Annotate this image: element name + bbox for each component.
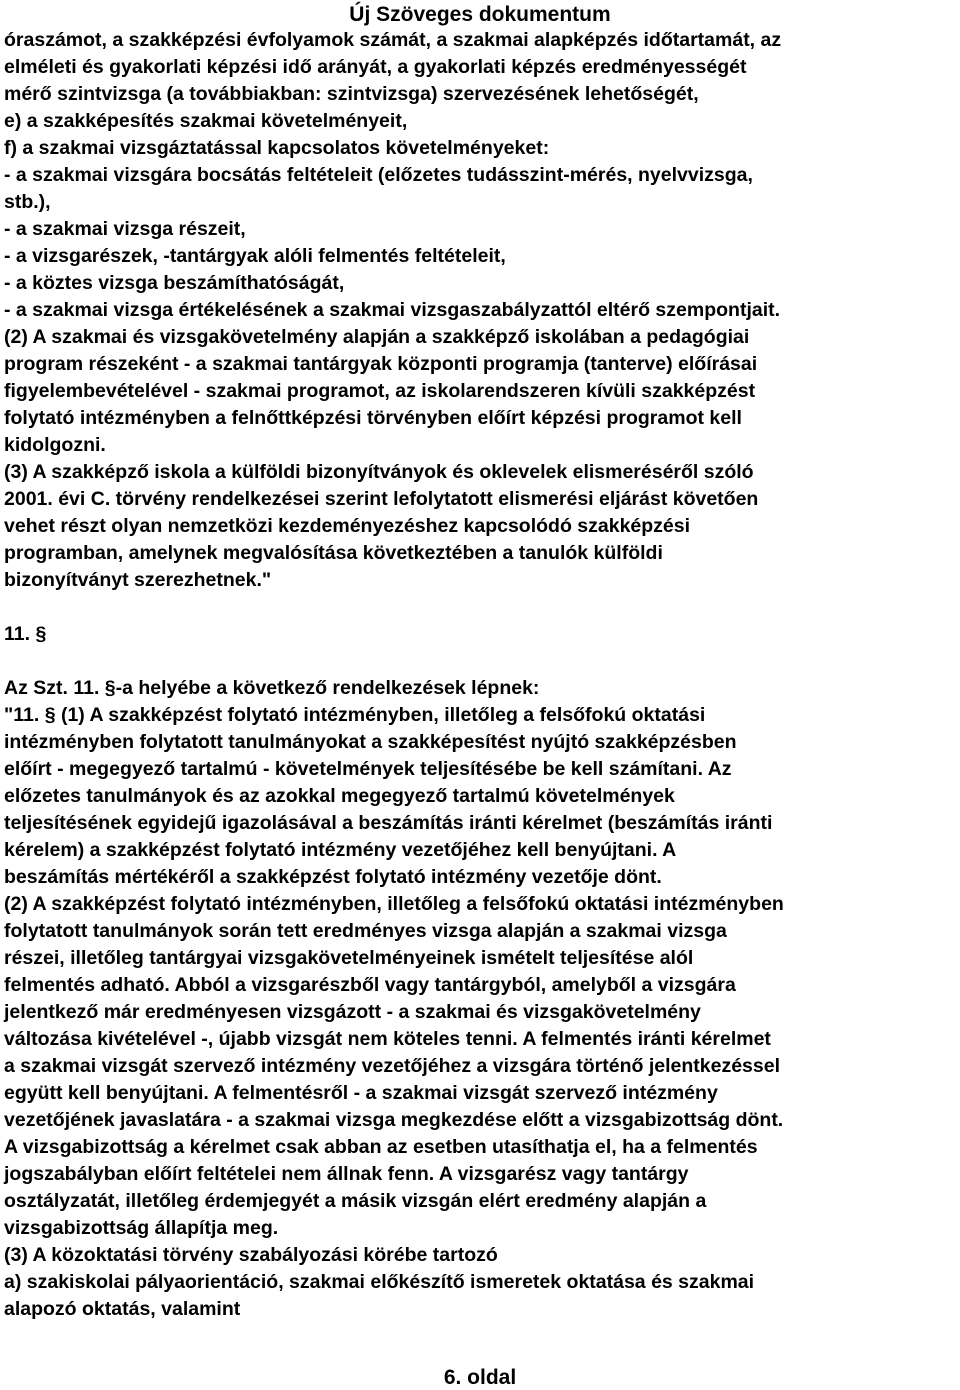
text-line: vezetőjének javaslatára - a szakmai vizsga megkezdése előtt a vizsgabizottság dönt. (4, 1109, 784, 1131)
text-line: e) a szakképesítés szakmai követelményeit, (4, 110, 408, 132)
text-line: részei, illetőleg tantárgyai vizsgakövetelményeinek ismételt teljesítése alól (4, 947, 694, 969)
text-line: Az Szt. 11. §-a helyébe a következő rendelkezések lépnek: (4, 677, 540, 699)
text-line: folytatott tanulmányok során tett eredményes vizsga alapján a szakmai vizsga (4, 920, 727, 942)
text-line: stb.), (4, 191, 51, 213)
text-line: alapozó oktatás, valamint (4, 1298, 241, 1320)
text-line: a) szakiskolai pályaorientáció, szakmai előkészítő ismeretek oktatása és szakmai (4, 1271, 755, 1293)
text-line: - a vizsgarészek, -tantárgyak alóli felmentés feltételeit, (4, 245, 506, 267)
text-line: osztályzatát, illetőleg érdemjegyét a másik vizsgán elért eredmény alapján a (4, 1190, 707, 1212)
text-line: folytató intézményben a felnőttképzési törvényben előírt képzési programot kell (4, 407, 742, 429)
text-line: a szakmai vizsgát szervező intézmény vezetőjéhez a vizsgára történő jelentkezéssel (4, 1055, 781, 1077)
text-line: mérő szintvizsga (a továbbiakban: szintvizsga) szervezésének lehetőségét, (4, 83, 699, 105)
text-line: 2001. évi C. törvény rendelkezései szerint lefolytatott elismerési eljárást követően (4, 488, 759, 510)
text-line: (3) A közoktatási törvény szabályozási körébe tartozó (4, 1244, 498, 1266)
text-line: 11. § (4, 623, 47, 645)
text-line: intézményben folytatott tanulmányokat a szakképesítést nyújtó szakképzésben (4, 731, 737, 753)
text-line: teljesítésének egyidejű igazolásával a beszámítás iránti kérelmet (beszámítás iránti (4, 812, 773, 834)
text-line: (2) A szakmai és vizsgakövetelmény alapján a szakképző iskolában a pedagógiai (4, 326, 750, 348)
text-line: változása kivételével -, újabb vizsgát nem köteles tenni. A felmentés iránti kérelmet (4, 1028, 771, 1050)
text-line: jogszabályban előírt feltételei nem állnak fenn. A vizsgarész vagy tantárgy (4, 1163, 689, 1185)
document-body (4, 27, 958, 1323)
text-line: f) a szakmai vizsgáztatással kapcsolatos követelményeket: (4, 137, 550, 159)
text-line: programban, amelynek megvalósítása következtében a tanulók külföldi (4, 542, 663, 564)
text-line: - a szakmai vizsga részeit, (4, 218, 246, 240)
text-line: (3) A szakképző iskola a külföldi bizonyítványok és oklevelek elismeréséről szóló (4, 461, 754, 483)
text-line: előírt - megegyező tartalmú - követelmények teljesítésébe be kell számítani. Az (4, 758, 732, 780)
page-number: 6. oldal (443, 1366, 517, 1389)
text-line: bizonyítványt szerezhetnek." (4, 569, 272, 591)
blank-line (4, 648, 958, 675)
text-line: óraszámot, a szakképzési évfolyamok számát, a szakmai alapképzés időtartamát, az (4, 29, 782, 51)
text-line: (2) A szakképzést folytató intézményben, illetőleg a felsőfokú oktatási intézményben (4, 893, 784, 915)
text-line: elméleti és gyakorlati képzési idő arányát, a gyakorlati képzés eredményességét (4, 56, 747, 78)
text-line: A vizsgabizottság a kérelmet csak abban az esetben utasíthatja el, ha a felmentés (4, 1136, 758, 1158)
text-line: együtt kell benyújtani. A felmentésről - a szakmai vizsgát szervező intézmény (4, 1082, 718, 1104)
text-line: előzetes tanulmányok és az azokkal megegyező tartalmú követelmények (4, 785, 675, 807)
text-line: felmentés adható. Abból a vizsgarészből vagy tantárgyból, amelyből a vizsgára (4, 974, 736, 996)
text-line: - a köztes vizsga beszámíthatóságát, (4, 272, 345, 294)
text-line: jelentkező már eredményesen vizsgázott - a szakmai és vizsgakövetelmény (4, 1001, 701, 1023)
text-line: vizsgabizottság állapítja meg. (4, 1217, 279, 1239)
text-line: program részeként - a szakmai tantárgyak központi programja (tanterve) előírásai (4, 353, 758, 375)
text-line: beszámítás mértékéről a szakképzést folytató intézmény vezetője dönt. (4, 866, 662, 888)
text-line: - a szakmai vizsga értékelésének a szakmai vizsgaszabályzattól eltérő szempontjait. (4, 299, 781, 321)
text-line: "11. § (1) A szakképzést folytató intézményben, illetőleg a felsőfokú oktatási (4, 704, 706, 726)
document-title: Új Szöveges dokumentum (349, 3, 611, 26)
blank-line (4, 594, 958, 621)
text-line: kérelem) a szakképzést folytató intézmény vezetőjéhez kell benyújtani. A (4, 839, 677, 861)
text-line: figyelembevételével - szakmai programot, az iskolarendszeren kívüli szakképzést (4, 380, 756, 402)
text-line: vehet részt olyan nemzetközi kezdeményezéshez kapcsolódó szakképzési (4, 515, 691, 537)
text-line: kidolgozni. (4, 434, 106, 456)
text-line: - a szakmai vizsgára bocsátás feltételeit (előzetes tudásszint-mérés, nyelvvizsga, (4, 164, 753, 186)
